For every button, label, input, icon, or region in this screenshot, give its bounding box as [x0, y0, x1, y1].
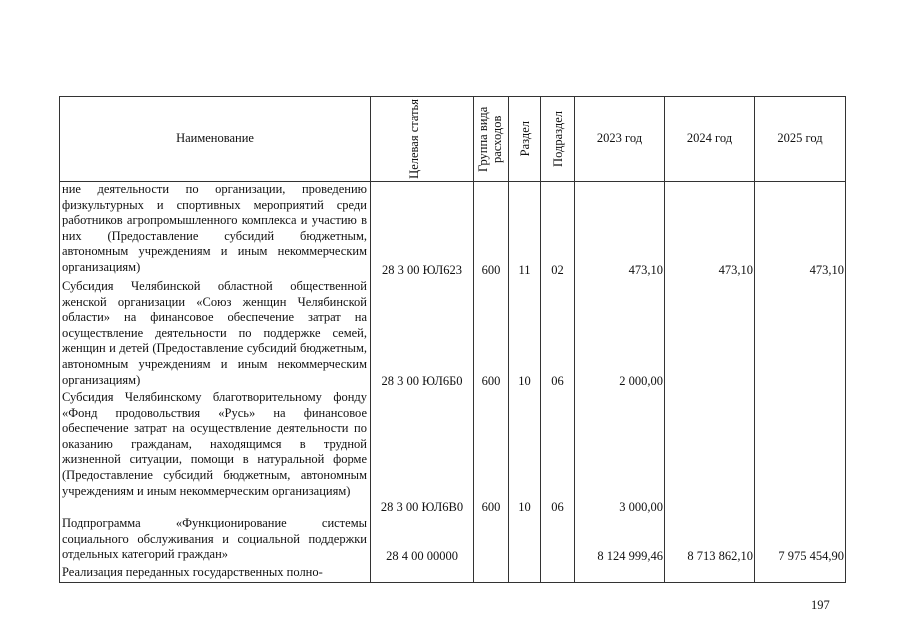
row-target-article: 28 3 00 ЮЛ6В0 [371, 390, 474, 516]
row-expense-group: 600 [474, 279, 509, 390]
row-amount-2023: 2 000,00 [575, 279, 665, 390]
table-row [60, 565, 846, 583]
row-expense-group [474, 516, 509, 565]
row-name: Субсидия Челябинской областной общественной женской организации «Союз женщин Челябинской области» на финансовое обеспечение затрат на осуществление деятельности по поддержке семей, женщин и детей (Предоставление субсидий бюджетным, автономным учреждениям и иным некоммерческим организациям) [60, 279, 371, 390]
row-amount-2024: 473,10 [665, 182, 755, 280]
row-section [509, 565, 541, 583]
row-name: ние деятельности по организации, проведению физкультурных и спортивных мероприятий среди работников агропромышленного комплекса и участию в них (Предоставление субсидий бюджетным, автономным учреждениям и иным некоммерческим организациям) [60, 182, 371, 280]
header-year-2024: 2024 год [665, 97, 755, 182]
row-section: 10 [509, 390, 541, 516]
row-section: 11 [509, 182, 541, 280]
row-amount-2025: 473,10 [755, 182, 846, 280]
row-target-article: 28 3 00 ЮЛ623 [371, 182, 474, 280]
row-amount-2025 [755, 390, 846, 516]
header-name: Наименование [60, 97, 371, 182]
row-amount-2024 [665, 279, 755, 390]
budget-table [59, 96, 846, 583]
header-year-2025: 2025 год [755, 97, 846, 182]
row-target-article: 28 3 00 ЮЛ6Б0 [371, 279, 474, 390]
row-expense-group [474, 565, 509, 583]
row-subsection [541, 516, 575, 565]
row-subsection: 06 [541, 390, 575, 516]
row-name: Субсидия Челябинскому благотворительному фонду «Фонд продовольствия «Русь» на финансовое обеспечение затрат на осуществление деятельности по оказанию гражданам, находящимся в трудной жизненной ситуации, помощи в натуральной форме (Предоставление субсидий бюджетным, автономным учреждениям и иным некоммерческим организациям) [60, 390, 371, 516]
row-subsection [541, 565, 575, 583]
row-amount-2024 [665, 565, 755, 583]
page-number: 197 [811, 598, 830, 612]
row-amount-2025 [755, 279, 846, 390]
table-row [60, 390, 846, 516]
row-target-article: 28 4 00 00000 [371, 516, 474, 565]
row-amount-2023: 8 124 999,46 [575, 516, 665, 565]
row-amount-2023 [575, 565, 665, 583]
header-target-article: Целевая статья [371, 97, 474, 182]
table-row [60, 182, 846, 280]
row-name: Реализация переданных государственных полно- [60, 565, 371, 583]
row-section [509, 516, 541, 565]
header-year-2023: 2023 год [575, 97, 665, 182]
row-section: 10 [509, 279, 541, 390]
table-row [60, 279, 846, 390]
header-expense-group: Группа вида расходов [474, 97, 509, 182]
header-section: Раздел [509, 97, 541, 182]
row-name: Подпрограмма «Функционирование системы социального обслуживания и социальной поддержки отдельных категорий граждан» [60, 516, 371, 565]
row-subsection: 02 [541, 182, 575, 280]
table-header-row [60, 97, 846, 182]
row-amount-2023: 3 000,00 [575, 390, 665, 516]
row-amount-2025 [755, 565, 846, 583]
row-amount-2025: 7 975 454,90 [755, 516, 846, 565]
header-subsection: Подраздел [541, 97, 575, 182]
table-row [60, 516, 846, 565]
row-amount-2023: 473,10 [575, 182, 665, 280]
row-subsection: 06 [541, 279, 575, 390]
row-expense-group: 600 [474, 390, 509, 516]
row-expense-group: 600 [474, 182, 509, 280]
row-amount-2024 [665, 390, 755, 516]
row-amount-2024: 8 713 862,10 [665, 516, 755, 565]
row-target-article [371, 565, 474, 583]
